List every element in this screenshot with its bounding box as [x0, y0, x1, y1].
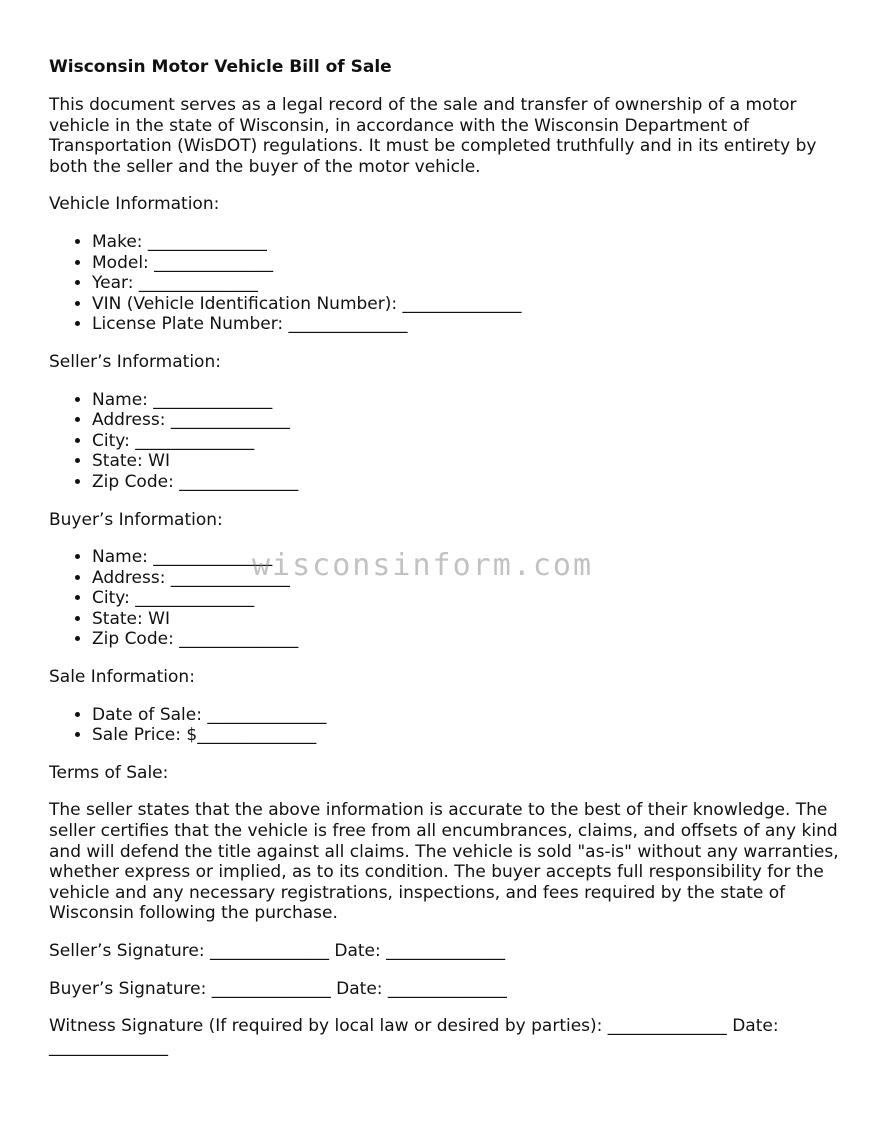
document-title: Wisconsin Motor Vehicle Bill of Sale	[49, 57, 392, 77]
sale-info-list	[49, 705, 839, 746]
sale-date-item: • Date of Sale: ______________	[92, 705, 839, 726]
seller-address-item: • Address: ______________	[92, 410, 839, 431]
sale-info-heading: Sale Information:	[49, 667, 195, 688]
vehicle-make-item: • Make: ______________	[92, 232, 839, 253]
watermark-text: wisconsinform.com	[252, 548, 594, 583]
vehicle-year-item: • Year: ______________	[92, 273, 839, 294]
seller-zip-item: • Zip Code: ______________	[92, 472, 839, 493]
sale-price-item: • Sale Price: $______________	[92, 725, 839, 746]
seller-state-item: • State: WI	[92, 451, 839, 472]
seller-info-list	[49, 390, 839, 493]
buyer-address-item: • Address: ______________	[92, 568, 839, 589]
seller-info-heading: Seller’s Information:	[49, 351, 221, 372]
buyer-state-item: • State: WI	[92, 609, 839, 630]
vehicle-plate-item: • License Plate Number: ______________	[92, 314, 839, 335]
seller-city-item: • City: ______________	[92, 431, 839, 452]
buyer-city-item: • City: ______________	[92, 588, 839, 609]
vehicle-info-list	[49, 232, 839, 335]
seller-name-item: • Name: ______________	[92, 390, 839, 411]
buyer-name-item: • Name: ______________	[92, 547, 839, 568]
vehicle-info-heading: Vehicle Information:	[49, 194, 220, 215]
buyer-info-heading: Buyer’s Information:	[49, 509, 223, 530]
intro-paragraph: This document serves as a legal record of the sale and transfer of ownership of a motor vehicle in the state of Wisconsin, in accordance with the Wisconsin Department of Transportation (WisDOT) regulations. It must be completed truthfully and in its entirety by both the seller and the buyer of the motor vehicle.	[49, 95, 817, 177]
seller-signature-line: Seller’s Signature: ______________ Date: ______________	[49, 941, 506, 961]
terms-paragraph: The seller states that the above information is accurate to the best of their knowledge. The seller certifies that the vehicle is free from all encumbrances, claims, and offsets of any kind and will defend the title against all claims. The vehicle is sold "as-is" without any warranties, whether express or implied, as to its condition. The buyer accepts full responsibility for the vehicle and any necessary registrations, inspections, and fees required by the state of Wisconsin following the purchase.	[49, 800, 839, 924]
buyer-signature-line: Buyer’s Signature: ______________ Date: ______________	[49, 978, 507, 999]
witness-signature-line: Witness Signature (If required by local law or desired by parties): ______________ Date: ______________	[49, 1016, 779, 1057]
vehicle-model-item: • Model: ______________	[92, 253, 839, 274]
buyer-zip-item: • Zip Code: ______________	[92, 629, 839, 650]
terms-heading: Terms of Sale:	[49, 762, 169, 783]
vehicle-vin-item: • VIN (Vehicle Identification Number): ______________	[92, 294, 839, 315]
